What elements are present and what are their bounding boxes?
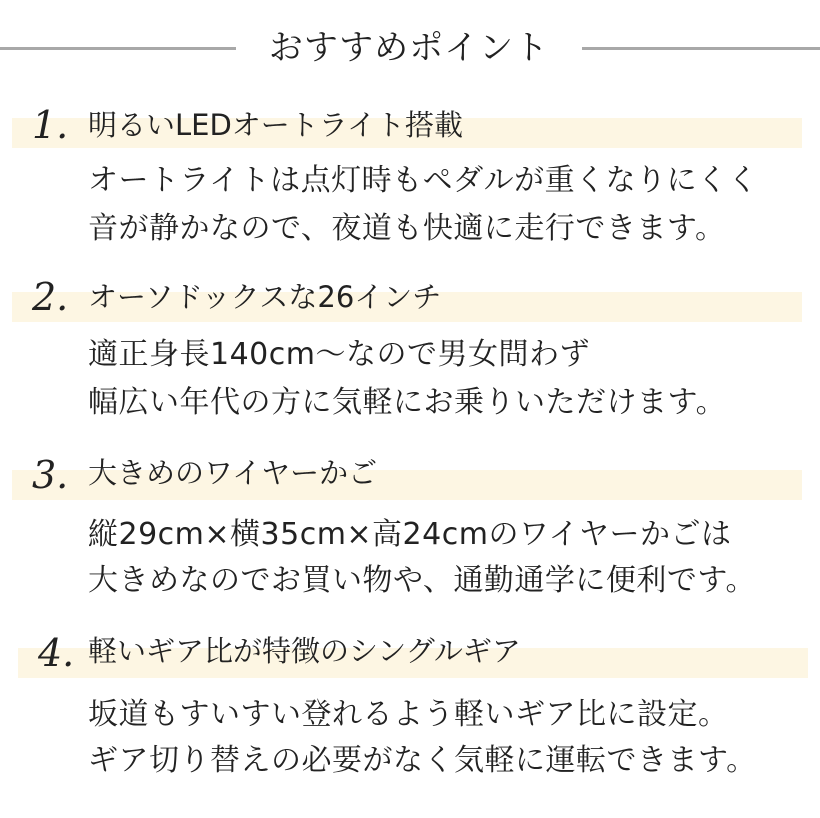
point-heading: 明るいLEDオートライト搭載 [88,108,463,142]
point-body-line: 音が静かなので、夜道も快適に走行できます。 [88,211,726,246]
point-heading: 軽いギア比が特徴のシングルギア [88,634,521,668]
section-header [0,20,820,76]
point-number: 2. [32,275,69,319]
header-rule-right [582,47,820,50]
point-body-line: オートライトは点灯時もペダルが重くなりにくく [88,163,759,198]
point-heading: オーソドックスな26インチ [88,280,442,314]
point-2 [0,270,820,430]
point-body-line: 大きめなのでお買い物や、通勤通学に便利です。 [88,563,756,598]
point-1 [0,96,820,256]
point-4 [0,628,820,798]
header-rule-left [0,47,236,50]
point-number: 3. [32,453,69,497]
point-body-line: 縦29cm×横35cm×高24cmのワイヤーかごは [88,517,732,552]
point-heading: 大きめのワイヤーかご [88,456,378,490]
point-number: 1. [32,103,69,147]
point-number: 4. [38,631,75,675]
page-title: おすすめポイント [268,28,550,68]
point-body-line: 適正身長140cm～なので男女問わず [88,337,590,372]
point-body-line: ギア切り替えの必要がなく気軽に運転できます。 [88,743,757,778]
point-3 [0,450,820,610]
point-body-line: 坂道もすいすい登れるよう軽いギア比に設定。 [88,697,729,732]
point-body-line: 幅広い年代の方に気軽にお乗りいただけます。 [88,385,727,420]
